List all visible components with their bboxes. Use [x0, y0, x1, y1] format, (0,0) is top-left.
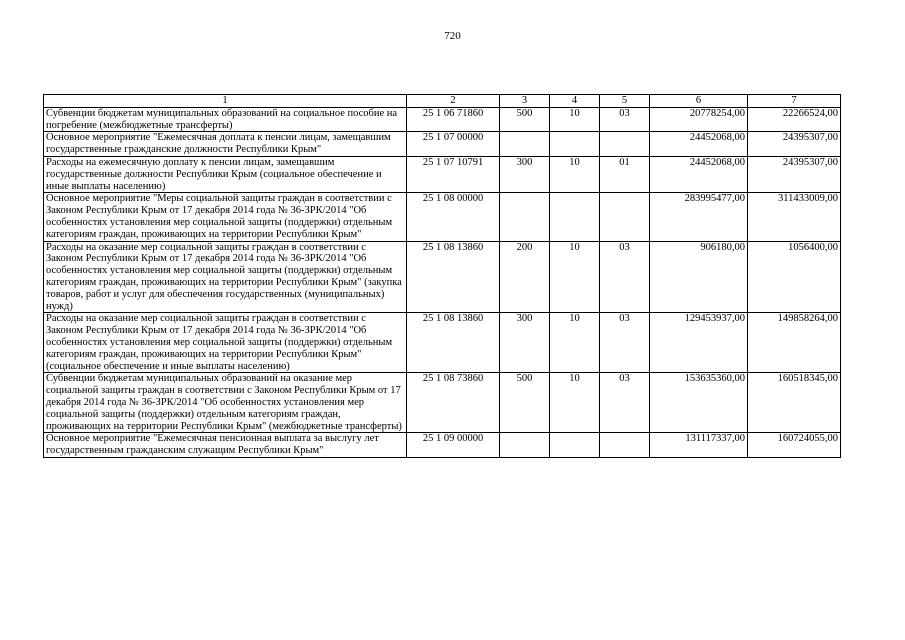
column-header: 6	[650, 95, 748, 108]
table-row	[44, 132, 841, 157]
row-amount-col7: 160724055,00	[748, 433, 841, 458]
row-target-article: 25 1 07 10791	[407, 156, 500, 192]
row-subsection	[600, 193, 650, 241]
row-expense-type: 300	[500, 156, 550, 192]
row-name: Основное мероприятие "Меры социальной защиты граждан в соответствии с Законом Республики Крым от 17 декабря 2014 года № 36-ЗРК/2014 "Об особенностях установления мер социальной защиты (поддержки) отдельным категориям граждан, проживающих на территории Республики Крым"	[44, 193, 407, 241]
row-subsection: 03	[600, 313, 650, 373]
table-row	[44, 107, 841, 132]
budget-table	[43, 94, 841, 458]
row-target-article: 25 1 08 73860	[407, 373, 500, 433]
row-expense-type	[500, 132, 550, 157]
row-section	[550, 132, 600, 157]
row-amount-col7: 311433009,00	[748, 193, 841, 241]
column-header: 1	[44, 95, 407, 108]
row-subsection	[600, 433, 650, 458]
table-row	[44, 193, 841, 241]
row-amount-col6: 906180,00	[650, 241, 748, 313]
row-amount-col6: 131117337,00	[650, 433, 748, 458]
row-amount-col7: 24395307,00	[748, 132, 841, 157]
table-row	[44, 373, 841, 433]
row-section: 10	[550, 107, 600, 132]
row-expense-type: 300	[500, 313, 550, 373]
row-subsection: 03	[600, 107, 650, 132]
row-section	[550, 433, 600, 458]
column-header: 4	[550, 95, 600, 108]
row-expense-type	[500, 193, 550, 241]
row-amount-col6: 20778254,00	[650, 107, 748, 132]
table-row	[44, 433, 841, 458]
row-subsection: 03	[600, 241, 650, 313]
row-expense-type: 200	[500, 241, 550, 313]
row-target-article: 25 1 07 00000	[407, 132, 500, 157]
column-number-row	[44, 95, 841, 108]
row-target-article: 25 1 08 13860	[407, 313, 500, 373]
row-target-article: 25 1 06 71860	[407, 107, 500, 132]
row-amount-col6: 129453937,00	[650, 313, 748, 373]
row-amount-col7: 1056400,00	[748, 241, 841, 313]
row-name: Расходы на оказание мер социальной защиты граждан в соответствии с Законом Республики Крым от 17 декабря 2014 года № 36-ЗРК/2014 "Об особенностях установления мер социальной защиты (поддержки) отдельным категориям граждан, проживающих на территории Республики Крым" (социальное обеспечение и иные выплаты населению)	[44, 313, 407, 373]
row-target-article: 25 1 08 00000	[407, 193, 500, 241]
row-name: Основное мероприятие "Ежемесячная доплата к пенсии лицам, замещавшим государственные гражданские должности Республики Крым"	[44, 132, 407, 157]
row-amount-col6: 153635360,00	[650, 373, 748, 433]
row-subsection	[600, 132, 650, 157]
row-section: 10	[550, 313, 600, 373]
row-subsection: 03	[600, 373, 650, 433]
row-target-article: 25 1 08 13860	[407, 241, 500, 313]
row-name: Субвенции бюджетам муниципальных образований на оказание мер социальной защиты граждан в соответствии с Законом Республики Крым от 17 декабря 2014 года № 36-ЗРК/2014 "Об особенностях установления мер социальной защиты (поддержки) отдельным категориям граждан, проживающих на территории Республики Крым" (межбюджетные трансферты)	[44, 373, 407, 433]
row-subsection: 01	[600, 156, 650, 192]
row-section: 10	[550, 373, 600, 433]
table-row	[44, 313, 841, 373]
row-name: Основное мероприятие "Ежемесячная пенсионная выплата за выслугу лет государственным гражданским служащим Республики Крым"	[44, 433, 407, 458]
row-target-article: 25 1 09 00000	[407, 433, 500, 458]
row-amount-col7: 149858264,00	[748, 313, 841, 373]
row-section: 10	[550, 241, 600, 313]
page-number: 720	[444, 30, 461, 42]
row-amount-col6: 24452068,00	[650, 156, 748, 192]
row-amount-col7: 160518345,00	[748, 373, 841, 433]
row-name: Расходы на оказание мер социальной защиты граждан в соответствии с Законом Республики Крым от 17 декабря 2014 года № 36-ЗРК/2014 "Об особенностях установления мер социальной защиты (поддержки) отдельным категориям граждан, проживающих на территории Республики Крым" (закупка товаров, работ и услуг для обеспечения государственных (муниципальных) нужд)	[44, 241, 407, 313]
row-amount-col6: 283995477,00	[650, 193, 748, 241]
row-name: Субвенции бюджетам муниципальных образований на социальное пособие на погребение (межбюджетные трансферты)	[44, 107, 407, 132]
row-section	[550, 193, 600, 241]
row-expense-type: 500	[500, 373, 550, 433]
column-header: 3	[500, 95, 550, 108]
table-row	[44, 241, 841, 313]
row-expense-type: 500	[500, 107, 550, 132]
row-name: Расходы на ежемесячную доплату к пенсии лицам, замещавшим государственные должности Республики Крым (социальное обеспечение и иные выплаты населению)	[44, 156, 407, 192]
table-row	[44, 156, 841, 192]
column-header: 2	[407, 95, 500, 108]
row-amount-col7: 24395307,00	[748, 156, 841, 192]
row-amount-col6: 24452068,00	[650, 132, 748, 157]
row-amount-col7: 22266524,00	[748, 107, 841, 132]
column-header: 5	[600, 95, 650, 108]
column-header: 7	[748, 95, 841, 108]
row-expense-type	[500, 433, 550, 458]
row-section: 10	[550, 156, 600, 192]
